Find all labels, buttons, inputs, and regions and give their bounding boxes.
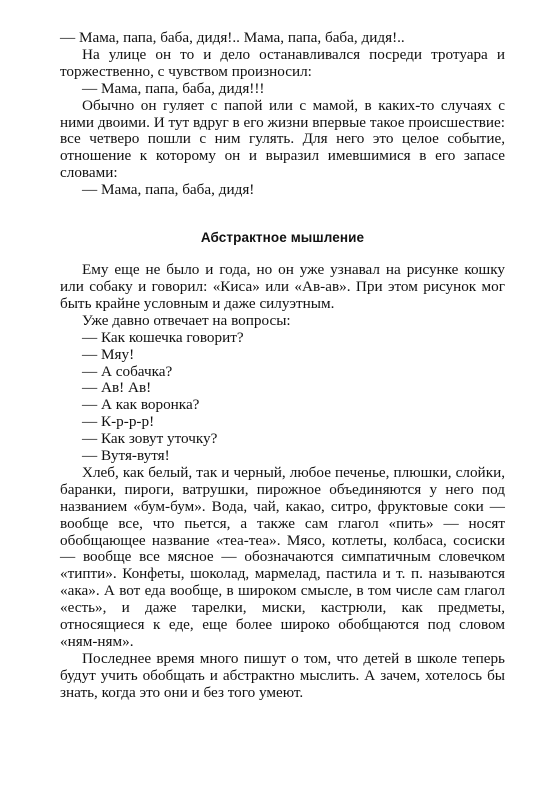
dialog-line-1: — Мама, папа, баба, дидя!.. Мама, папа, баба, дидя!.. [60, 29, 405, 46]
dialog-line-2: — Мама, папа, баба, дидя!!! [82, 79, 265, 97]
paragraph-walk: Обычно он гуляет с папой или с мамой, в каких-то случаях с ними двоими. И тут вдруг в его жизни впервые такое происшествие: все четверо пошли с ним гулять. Для него это целое событие, отношение к которому он и выразил имевшимися в его запасе словами: [60, 96, 505, 182]
section-family-outing [60, 30, 505, 199]
dialog-line-3: — Мама, папа, баба, дидя! [82, 181, 255, 199]
section-heading: Абстрактное мышление [200, 230, 365, 246]
paragraph-street: На улице он то и дело останавливался посреди тротуара и торжественно, с чувством произносил: [60, 45, 505, 80]
dialog-block [60, 330, 505, 465]
document-page [60, 30, 505, 702]
paragraph-closing: Последнее время много пишут о том, что детей в школе теперь будут учить обобщать и абстрактно мыслить. А зачем, хотелось бы знать, когда это они и без того умеют. [60, 649, 505, 701]
paragraph-food-words: Хлеб, как белый, так и черный, любое печенье, плюшки, слойки, баранки, пироги, ватрушки, пирожное объединяются у него под названием «бум-бум». Вода, чай, какао, ситро, фруктовые соки — вообще все, что пьется, а также сам глагол «пить» — носят обобщающее название «теа-теа». Мясо, котлеты, колбаса, сосиски — вообще все мясное — обозначаются симпатичным словечком «типти». Конфеты, шоколад, мармелад, пастила и т. п. называются «ака». А вот еда вообще, в широком смысле, в том числе сам глагол «есть», и даже тарелки, миски, кастрюли, как предметы, относящиеся к еде, еще более широко обобщаются под словом «ням-ням». [60, 463, 505, 650]
dialog-line: — Ав! Ав! [82, 379, 152, 397]
dialog-line: — А как воронка? [82, 396, 200, 414]
dialog-line: — Мяу! [82, 345, 135, 363]
dialog-line: — Как кошечка говорит? [82, 328, 244, 346]
section-abstract-thinking [60, 262, 505, 702]
dialog-line: — Как зовут уточку? [82, 430, 218, 448]
paragraph-lead: Уже давно отвечает на вопросы: [82, 311, 291, 329]
paragraph-intro: Ему еще не было и года, но он уже узнавал на рисунке кошку или собаку и говорил: «Киса» или «Ав-ав». При этом рисунок мог быть крайне условным и даже силуэтным. [60, 261, 505, 312]
dialog-line: — Вутя-вутя! [82, 447, 170, 465]
dialog-line: — А собачка? [82, 362, 173, 380]
dialog-line: — К-р-р-р! [82, 413, 155, 431]
